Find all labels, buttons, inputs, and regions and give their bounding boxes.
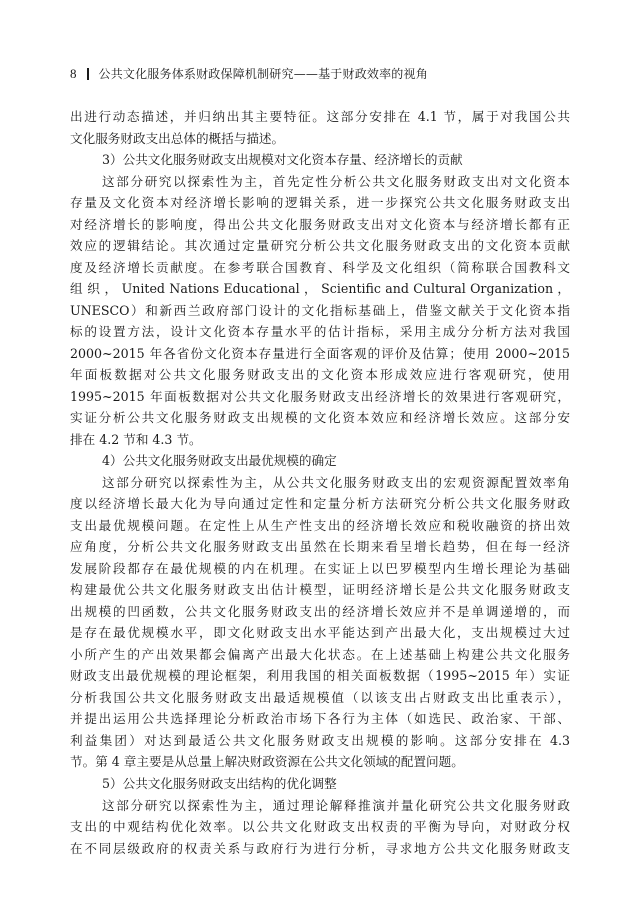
text-line: 存量及文化资本对经济增长影响的逻辑关系，进一步探究公共文化服务财政支出 xyxy=(70,195,570,211)
header-divider xyxy=(87,68,89,80)
text-line: 应角度，分析公共文化服务财政支出虽然在长期来看呈增长趋势，但在每一经济 xyxy=(70,539,570,555)
text-line: 组 织 ， United Nations Educational ， Scientific and Cultural Organization ， xyxy=(70,281,570,297)
running-header xyxy=(70,66,428,82)
body-text xyxy=(70,106,570,859)
text-line: 排在 4.2 节和 4.3 节。 xyxy=(70,431,202,447)
text-line: 支出最优规模问题。在定性上从生产性支出的经济增长效应和税收融资的挤出效 xyxy=(70,517,570,533)
text-line: 这部分研究以探索性为主，首先定性分析公共文化服务财政支出对文化资本 xyxy=(102,173,570,189)
text-line: 标的设置方法，设计文化资本存量水平的估计指标，采用主成分分析方法对我国 xyxy=(70,324,570,340)
text-line: 年面板数据对公共文化服务财政支出的文化资本形成效应进行客观研究，使用 xyxy=(70,367,570,383)
text-line: 出规模的凹函数，公共文化服务财政支出的经济增长效应并不是单调递增的，而 xyxy=(70,603,570,619)
text-line: 在不同层级政府的权责关系与政府行为进行分析，寻求地方公共文化服务财政支 xyxy=(70,840,570,856)
text-line: 出进行动态描述，并归纳出其主要特征。这部分安排在 4.1 节，属于对我国公共 xyxy=(70,109,570,124)
text-line: 这部分研究以探索性为主，通过理论解释推演并量化研究公共文化服务财政 xyxy=(102,797,570,813)
text-line: 小所产生的产出效果都会偏离产出最大化状态。在上述基础上构建公共文化服务 xyxy=(70,646,570,662)
section-heading: 5）公共文化服务财政支出结构的优化调整 xyxy=(102,775,337,791)
text-line: 构建最优公共文化服务财政支出估计模型，证明经济增长是公共文化服务财政支 xyxy=(70,582,570,598)
section-heading: 3）公共文化服务财政支出规模对文化资本存量、经济增长的贡献 xyxy=(102,152,463,168)
text-line: 实证分析公共文化服务财政支出规模的文化资本效应和经济增长效应。这部分安 xyxy=(70,410,570,426)
section-heading: 4）公共文化服务财政支出最优规模的确定 xyxy=(102,453,337,469)
text-line: 财政支出最优规模的理论框架，利用我国的相关面板数据（1995~2015 年）实证 xyxy=(70,668,570,684)
text-line: 这部分研究以探索性为主，从公共文化服务财政支出的宏观资源配置效率角 xyxy=(102,474,570,490)
text-line: 1995~2015 年面板数据对公共文化服务财政支出经济增长的效果进行客观研究， xyxy=(70,388,570,404)
text-line: 度及经济增长贡献度。在参考联合国教育、科学及文化组织（简称联合国教科文 xyxy=(70,259,570,275)
text-line: 发展阶段都存在最优规模的内在机理。在实证上以巴罗模型内生增长理论为基础 xyxy=(70,560,570,576)
text-line: 2000~2015 年各省份文化资本存量进行全面客观的评价及估算；使用 2000~2015 xyxy=(70,345,570,361)
text-line: 支出的中观结构优化效率。以公共文化财政支出权责的平衡为导向，对财政分权 xyxy=(70,819,570,835)
text-line: 度以经济增长最大化为导向通过定性和定量分析方法研究分析公共文化服务财政 xyxy=(70,496,570,512)
text-line: 利益集团）对达到最适公共文化服务财政支出规模的影响。这部分安排在 4.3 xyxy=(70,732,570,748)
text-line: 分析我国公共文化服务财政支出最适规模值（以该支出占财政支出比重表示）， xyxy=(70,689,570,705)
book-title: 公共文化服务体系财政保障机制研究——基于财政效率的视角 xyxy=(98,67,428,81)
text-line: 对经济增长的影响度，得出公共文化服务财政支出对文化资本与经济增长都有正 xyxy=(70,216,570,232)
text-line: 文化服务财政支出总体的概括与描述。 xyxy=(70,130,285,146)
text-line: 节。第 4 章主要是从总量上解决财政资源在公共文化领域的配置问题。 xyxy=(70,754,464,770)
text-line: UNESCO）和新西兰政府部门设计的文化指标基础上，借鉴文献关于文化资本指 xyxy=(70,302,570,318)
text-line: 并提出运用公共选择理论分析政治市场下各行为主体（如选民、政治家、干部、 xyxy=(70,711,570,727)
page-number: 8 xyxy=(70,66,77,81)
text-line: 是存在最优规模水平，即文化财政支出水平能达到产出最大化，支出规模过大过 xyxy=(70,625,570,641)
text-line: 效应的逻辑结论。其次通过定量研究分析公共文化服务财政支出的文化资本贡献 xyxy=(70,238,570,254)
